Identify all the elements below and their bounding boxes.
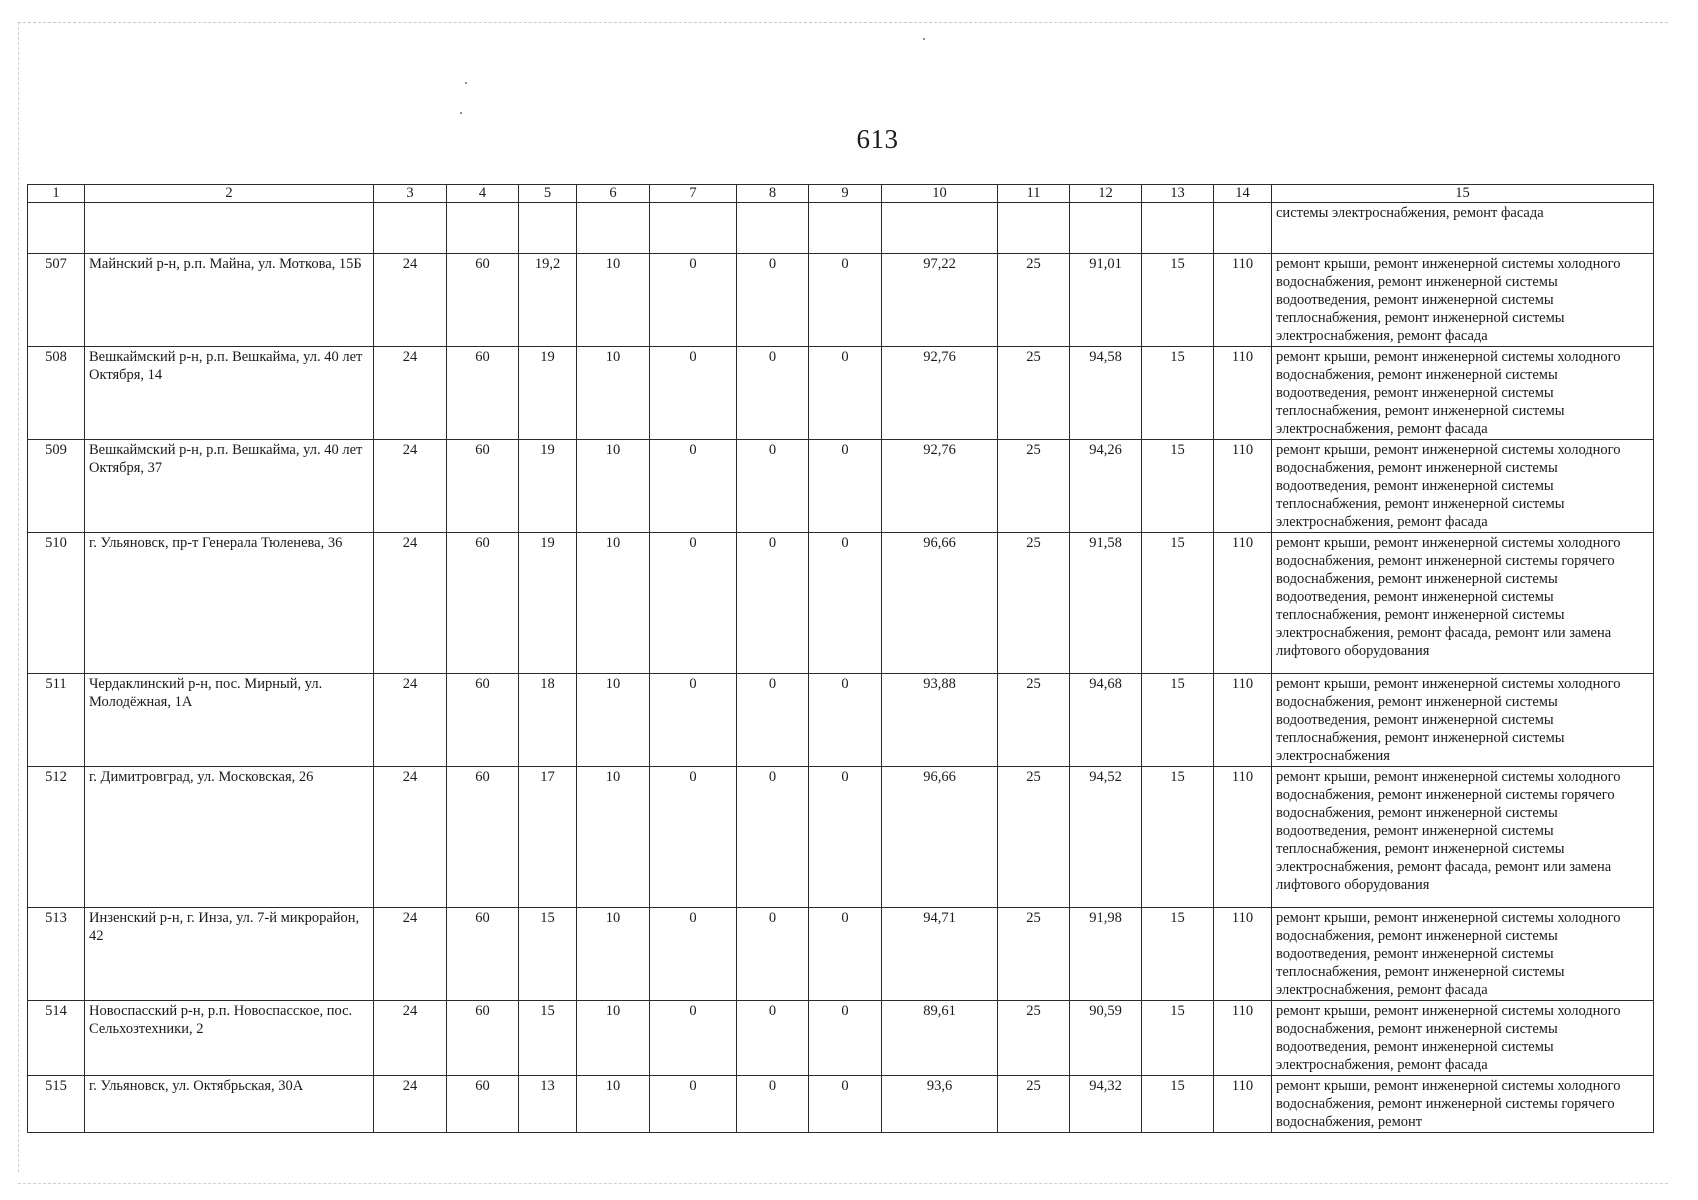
value-cell: 10 (577, 440, 650, 533)
address-cell: г. Ульяновск, ул. Октябрьская, 30А (85, 1076, 374, 1133)
address-cell: Вешкаймский р-н, р.п. Вешкайма, ул. 40 лет Октября, 14 (85, 347, 374, 440)
table-row (28, 254, 1654, 347)
column-header: 11 (998, 185, 1070, 203)
value-cell: 0 (737, 767, 809, 908)
value-cell: 91,58 (1070, 533, 1142, 674)
value-cell: 0 (809, 440, 882, 533)
value-cell: 96,66 (882, 533, 998, 674)
column-header: 6 (577, 185, 650, 203)
table-row (28, 767, 1654, 908)
value-cell: 94,32 (1070, 1076, 1142, 1133)
column-header: 10 (882, 185, 998, 203)
value-cell: 60 (447, 767, 519, 908)
scan-speck (923, 38, 925, 40)
column-header: 12 (1070, 185, 1142, 203)
value-cell: 93,88 (882, 674, 998, 767)
table-row (28, 1076, 1654, 1133)
row-number: 510 (28, 533, 85, 674)
value-cell: 18 (519, 674, 577, 767)
value-cell: 97,22 (882, 254, 998, 347)
value-cell: 10 (577, 254, 650, 347)
column-header: 5 (519, 185, 577, 203)
value-cell: 0 (809, 254, 882, 347)
value-cell: 91,01 (1070, 254, 1142, 347)
value-cell: 15 (519, 908, 577, 1001)
value-cell: 0 (737, 1001, 809, 1076)
address-cell: Новоспасский р-н, р.п. Новоспасское, пос. Сельхозтехники, 2 (85, 1001, 374, 1076)
column-header: 13 (1142, 185, 1214, 203)
row-number: 507 (28, 254, 85, 347)
value-cell: 60 (447, 674, 519, 767)
value-cell: 0 (809, 347, 882, 440)
value-cell: 25 (998, 347, 1070, 440)
address-cell: Инзенский р-н, г. Инза, ул. 7-й микрорайон, 42 (85, 908, 374, 1001)
value-cell: 94,68 (1070, 674, 1142, 767)
value-cell: 110 (1214, 767, 1272, 908)
value-cell: 0 (737, 908, 809, 1001)
column-header: 4 (447, 185, 519, 203)
value-cell: 0 (650, 347, 737, 440)
address-cell: г. Димитровград, ул. Московская, 26 (85, 767, 374, 908)
value-cell: 0 (650, 1001, 737, 1076)
register-table (27, 184, 1654, 1133)
value-cell: 0 (650, 533, 737, 674)
value-cell: 110 (1214, 347, 1272, 440)
value-cell: 0 (650, 254, 737, 347)
works-cell: ремонт крыши, ремонт инженерной системы холодного водоснабжения, ремонт инженерной системы водоотведения, ремонт инженерной системы теплоснабжения, ремонт инженерной системы электроснабжения, ремонт фасада (1272, 347, 1654, 440)
value-cell: 94,26 (1070, 440, 1142, 533)
value-cell: 110 (1214, 533, 1272, 674)
value-cell: 15 (1142, 1001, 1214, 1076)
table-row (28, 1001, 1654, 1076)
value-cell: 96,66 (882, 767, 998, 908)
value-cell: 94,71 (882, 908, 998, 1001)
scan-edge-left (18, 22, 19, 1172)
value-cell: 92,76 (882, 440, 998, 533)
value-cell: 19,2 (519, 254, 577, 347)
value-cell: 15 (1142, 440, 1214, 533)
value-cell: 24 (374, 674, 447, 767)
value-cell: 0 (650, 908, 737, 1001)
value-cell: 0 (650, 674, 737, 767)
value-cell: 60 (447, 1076, 519, 1133)
column-header: 8 (737, 185, 809, 203)
value-cell: 17 (519, 767, 577, 908)
value-cell: 0 (737, 347, 809, 440)
works-cell: ремонт крыши, ремонт инженерной системы холодного водоснабжения, ремонт инженерной системы водоотведения, ремонт инженерной системы теплоснабжения, ремонт инженерной системы электроснабжения, ремонт фасада (1272, 254, 1654, 347)
value-cell: 0 (650, 767, 737, 908)
column-header: 9 (809, 185, 882, 203)
row-number: 508 (28, 347, 85, 440)
value-cell: 15 (1142, 767, 1214, 908)
works-cell: ремонт крыши, ремонт инженерной системы холодного водоснабжения, ремонт инженерной системы горячего водоснабжения, ремонт (1272, 1076, 1654, 1133)
value-cell: 25 (998, 533, 1070, 674)
value-cell: 15 (1142, 254, 1214, 347)
value-cell: 10 (577, 908, 650, 1001)
address-cell: Вешкаймский р-н, р.п. Вешкайма, ул. 40 лет Октября, 37 (85, 440, 374, 533)
value-cell: 25 (998, 1076, 1070, 1133)
value-cell: 0 (737, 440, 809, 533)
table-row (28, 533, 1654, 674)
value-cell: 10 (577, 767, 650, 908)
scan-edge-top (18, 22, 1668, 23)
value-cell: 19 (519, 440, 577, 533)
address-cell: Майнский р-н, р.п. Майна, ул. Моткова, 15Б (85, 254, 374, 347)
value-cell: 15 (1142, 674, 1214, 767)
value-cell: 0 (809, 1001, 882, 1076)
value-cell: 90,59 (1070, 1001, 1142, 1076)
works-cell: ремонт крыши, ремонт инженерной системы холодного водоснабжения, ремонт инженерной системы водоотведения, ремонт инженерной системы теплоснабжения, ремонт инженерной системы электроснабжения, ремонт фасада (1272, 440, 1654, 533)
value-cell: 10 (577, 1001, 650, 1076)
value-cell: 25 (998, 908, 1070, 1001)
value-cell: 15 (1142, 533, 1214, 674)
value-cell: 0 (737, 674, 809, 767)
column-header: 1 (28, 185, 85, 203)
value-cell: 60 (447, 440, 519, 533)
value-cell: 10 (577, 347, 650, 440)
value-cell: 24 (374, 1001, 447, 1076)
column-header: 3 (374, 185, 447, 203)
row-number: 512 (28, 767, 85, 908)
row-number: 515 (28, 1076, 85, 1133)
value-cell: 0 (737, 533, 809, 674)
value-cell: 10 (577, 533, 650, 674)
value-cell: 92,76 (882, 347, 998, 440)
value-cell: 24 (374, 440, 447, 533)
value-cell: 0 (809, 1076, 882, 1133)
value-cell: 13 (519, 1076, 577, 1133)
value-cell: 60 (447, 254, 519, 347)
works-cell: системы электроснабжения, ремонт фасада (1272, 203, 1654, 254)
value-cell: 24 (374, 347, 447, 440)
value-cell: 24 (374, 1076, 447, 1133)
page-number: 613 (856, 124, 899, 154)
table-row (28, 347, 1654, 440)
column-header: 7 (650, 185, 737, 203)
value-cell: 25 (998, 254, 1070, 347)
value-cell: 10 (577, 674, 650, 767)
table-row (28, 440, 1654, 533)
value-cell: 0 (650, 440, 737, 533)
value-cell: 0 (809, 767, 882, 908)
scan-speck (465, 82, 467, 84)
value-cell: 25 (998, 440, 1070, 533)
value-cell: 19 (519, 347, 577, 440)
works-cell: ремонт крыши, ремонт инженерной системы холодного водоснабжения, ремонт инженерной системы водоотведения, ремонт инженерной системы теплоснабжения, ремонт инженерной системы электроснабжения (1272, 674, 1654, 767)
value-cell: 0 (737, 1076, 809, 1133)
column-header: 14 (1214, 185, 1272, 203)
value-cell: 15 (519, 1001, 577, 1076)
value-cell: 0 (809, 908, 882, 1001)
value-cell: 15 (1142, 908, 1214, 1001)
value-cell: 110 (1214, 254, 1272, 347)
table-row (28, 908, 1654, 1001)
value-cell: 93,6 (882, 1076, 998, 1133)
value-cell: 110 (1214, 1001, 1272, 1076)
address-cell: г. Ульяновск, пр-т Генерала Тюленева, 36 (85, 533, 374, 674)
column-header: 15 (1272, 185, 1654, 203)
scan-edge-bottom (18, 1183, 1668, 1184)
continuation-row (28, 203, 1654, 254)
value-cell: 0 (809, 674, 882, 767)
value-cell: 110 (1214, 908, 1272, 1001)
value-cell: 25 (998, 674, 1070, 767)
value-cell: 89,61 (882, 1001, 998, 1076)
value-cell: 24 (374, 254, 447, 347)
value-cell: 24 (374, 767, 447, 908)
row-number: 511 (28, 674, 85, 767)
value-cell: 0 (809, 533, 882, 674)
value-cell: 60 (447, 1001, 519, 1076)
works-cell: ремонт крыши, ремонт инженерной системы холодного водоснабжения, ремонт инженерной системы горячего водоснабжения, ремонт инженерной системы водоотведения, ремонт инженерной системы теплоснабжения, ремонт инженерной системы электроснабжения, ремонт фасада, ремонт или замена лифтового оборудования (1272, 767, 1654, 908)
value-cell: 60 (447, 908, 519, 1001)
value-cell: 0 (650, 1076, 737, 1133)
value-cell: 25 (998, 767, 1070, 908)
value-cell: 19 (519, 533, 577, 674)
value-cell: 15 (1142, 1076, 1214, 1133)
works-cell: ремонт крыши, ремонт инженерной системы холодного водоснабжения, ремонт инженерной системы водоотведения, ремонт инженерной системы электроснабжения, ремонт фасада (1272, 1001, 1654, 1076)
value-cell: 24 (374, 908, 447, 1001)
value-cell: 110 (1214, 440, 1272, 533)
value-cell: 91,98 (1070, 908, 1142, 1001)
value-cell: 60 (447, 347, 519, 440)
row-number: 514 (28, 1001, 85, 1076)
value-cell: 110 (1214, 674, 1272, 767)
works-cell: ремонт крыши, ремонт инженерной системы холодного водоснабжения, ремонт инженерной системы водоотведения, ремонт инженерной системы теплоснабжения, ремонт инженерной системы электроснабжения, ремонт фасада (1272, 908, 1654, 1001)
address-cell: Чердаклинский р-н, пос. Мирный, ул. Молодёжная, 1А (85, 674, 374, 767)
column-header: 2 (85, 185, 374, 203)
value-cell: 0 (737, 254, 809, 347)
row-number: 509 (28, 440, 85, 533)
value-cell: 110 (1214, 1076, 1272, 1133)
value-cell: 25 (998, 1001, 1070, 1076)
value-cell: 15 (1142, 347, 1214, 440)
table-row (28, 674, 1654, 767)
column-number-row (28, 185, 1654, 203)
scan-speck (460, 112, 462, 114)
works-cell: ремонт крыши, ремонт инженерной системы холодного водоснабжения, ремонт инженерной системы горячего водоснабжения, ремонт инженерной системы водоотведения, ремонт инженерной системы теплоснабжения, ремонт инженерной системы электроснабжения, ремонт фасада, ремонт или замена лифтового оборудования (1272, 533, 1654, 674)
row-number: 513 (28, 908, 85, 1001)
value-cell: 94,58 (1070, 347, 1142, 440)
value-cell: 94,52 (1070, 767, 1142, 908)
value-cell: 10 (577, 1076, 650, 1133)
value-cell: 24 (374, 533, 447, 674)
value-cell: 60 (447, 533, 519, 674)
